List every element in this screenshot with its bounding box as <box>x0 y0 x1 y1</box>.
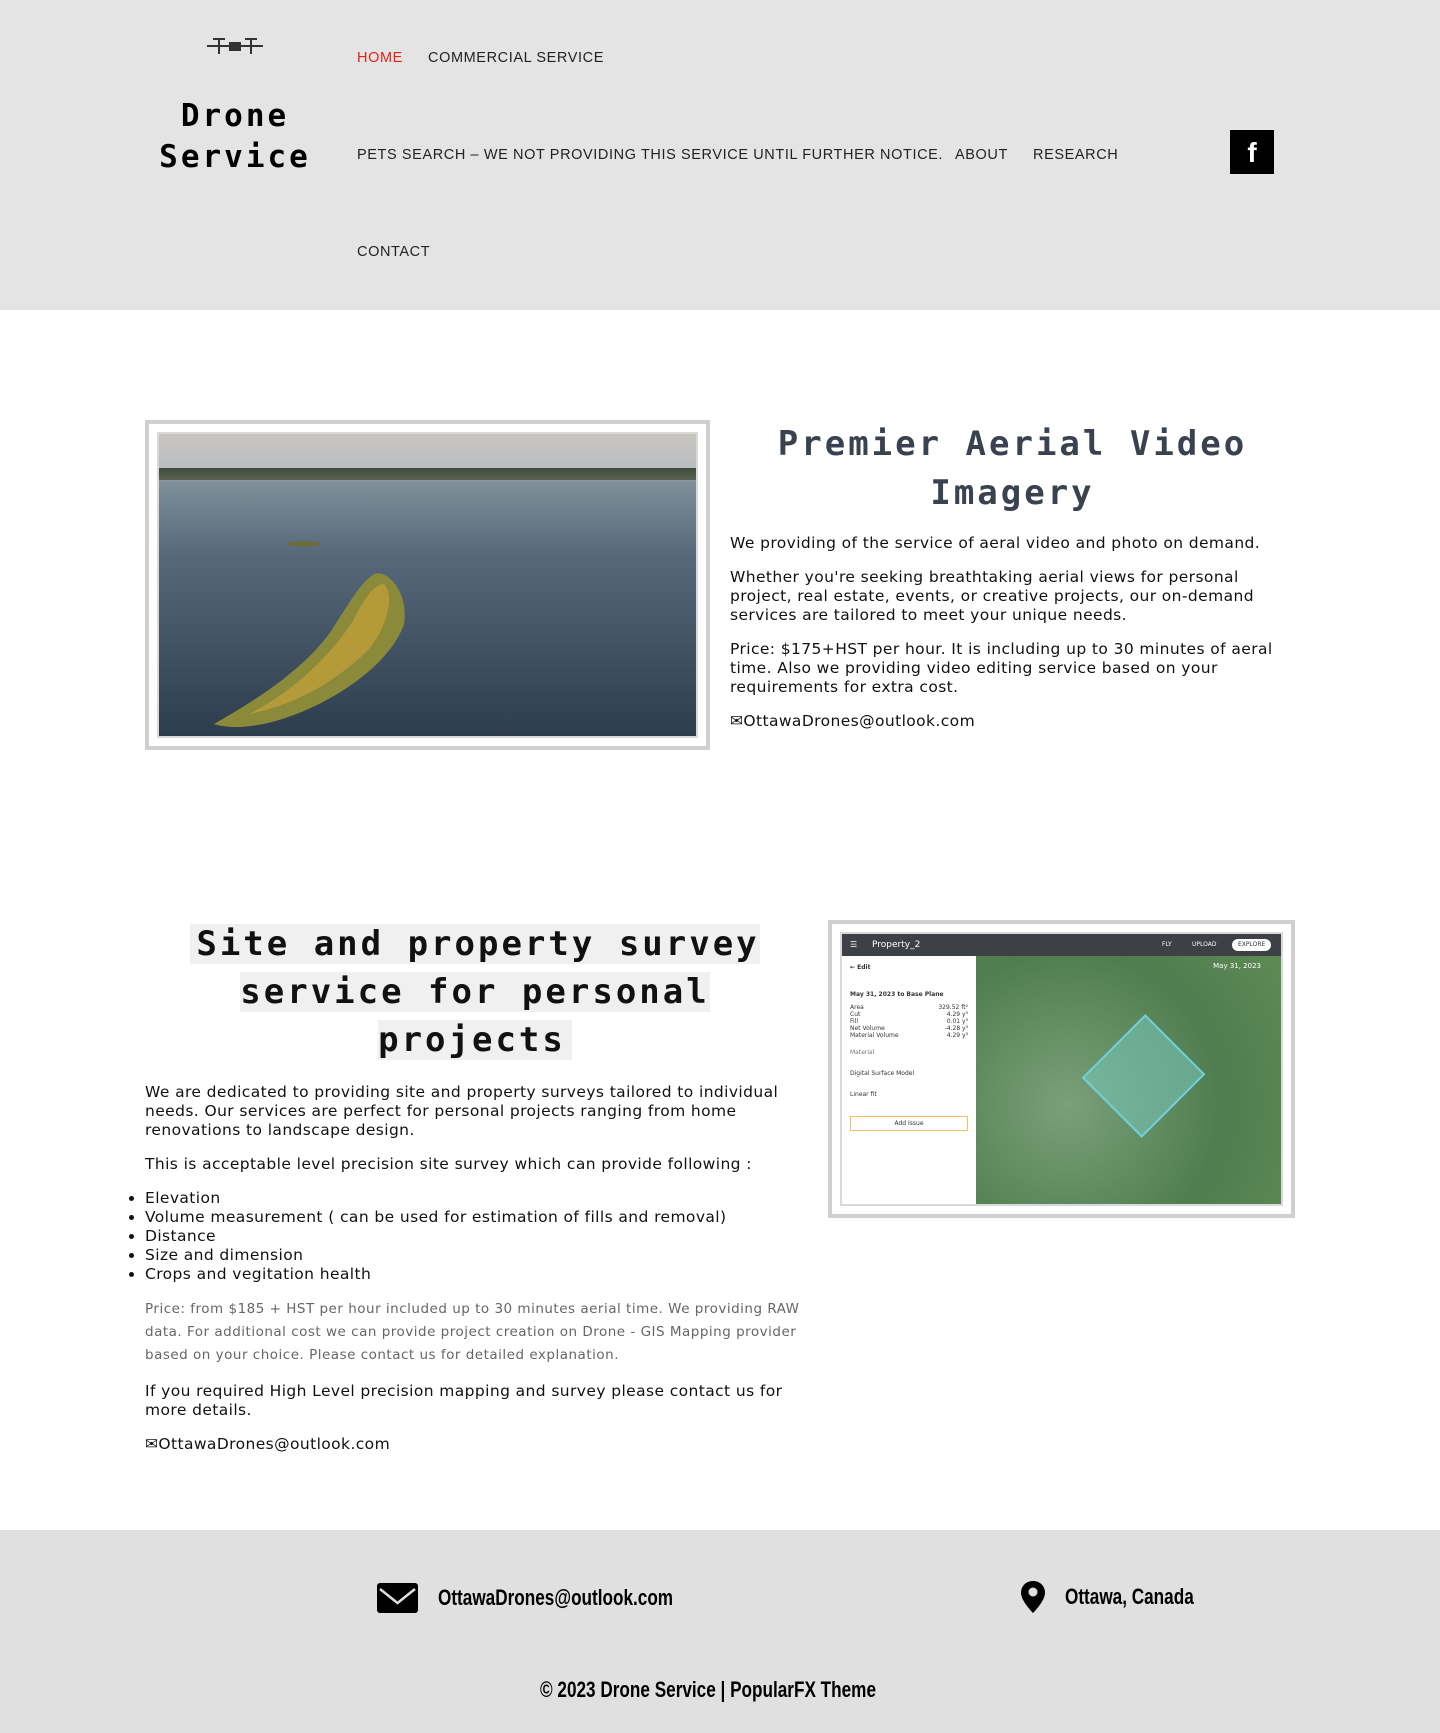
envelope-icon: ✉ <box>145 1435 159 1453</box>
base-plane-select: Linear fit <box>850 1091 877 1098</box>
section1-body <box>730 534 1275 746</box>
survey-price: Price: from $185 + HST per hour included up to 30 minutes aerial time. We providing RAW data. For additional cost we can provide project creation on Drone - GIS Mapping provider based on your choice. Please contact us for detailed explanation. <box>145 1301 800 1363</box>
contact-note: If you required High Level precision mapping and survey please contact us for more details. <box>145 1382 783 1419</box>
map-pin-icon <box>1021 1581 1045 1613</box>
map-area <box>976 956 1281 1204</box>
metric-value: 4.29 y³ <box>946 1011 968 1018</box>
metric-value: 329.52 ft² <box>938 1004 968 1011</box>
survey-polygon <box>1082 1014 1206 1138</box>
site-footer <box>0 1530 1440 1733</box>
footer-copyright: © 2023 Drone Service | PopularFX Theme <box>540 1677 876 1702</box>
tab-fly: FLY <box>1162 941 1172 948</box>
section2-paragraph: We are dedicated to providing site and property surveys tailored to individual needs. Our services are perfect for personal projects ranging from home renovations to landscape design. <box>145 1083 779 1139</box>
metric-label: Cut <box>850 1011 861 1018</box>
comparison-label: May 31, 2023 to Base Plane <box>850 991 944 998</box>
logo-line-2: Service <box>159 139 311 175</box>
nav-research[interactable]: RESEARCH <box>1033 147 1119 163</box>
section1-heading: Premier Aerial Video Imagery <box>777 424 1248 513</box>
list-item: • Distance <box>145 1227 810 1246</box>
map-date: May 31, 2023 <box>1213 962 1261 970</box>
list-item: • Elevation <box>145 1189 810 1208</box>
section2-heading-text: Site and property survey service for personal projects <box>190 924 759 1060</box>
nav-about[interactable]: ABOUT <box>955 147 1008 163</box>
metric-value: -4.28 y³ <box>944 1025 968 1032</box>
add-issue-button: Add Issue <box>850 1116 968 1131</box>
metric-label: Net Volume <box>850 1025 885 1032</box>
footer-email-link[interactable] <box>438 1585 739 1611</box>
nav-pets-search[interactable]: PETS SEARCH – WE NOT PROVIDING THIS SERVICE UNTIL FURTHER NOTICE. <box>357 147 944 163</box>
metric-label: Area <box>850 1004 864 1011</box>
section2-paragraph: This is acceptable level precision site survey which can provide following : <box>145 1155 752 1173</box>
envelope-icon <box>377 1583 418 1613</box>
section1-email-link[interactable]: OttawaDrones@outlook.com <box>743 712 976 730</box>
list-item: • Crops and vegitation health <box>145 1265 810 1284</box>
nav-home[interactable]: HOME <box>357 50 403 66</box>
app-topbar <box>842 934 1281 956</box>
list-item: • Size and dimension <box>145 1246 810 1265</box>
section1-paragraph: We providing of the service of aeral video and photo on demand. <box>730 534 1261 552</box>
menu-icon: ☰ <box>850 940 858 949</box>
footer-email: OttawaDrones@outlook.com <box>438 1585 674 1610</box>
logo-line-1: Drone <box>180 98 290 134</box>
island <box>159 434 698 738</box>
section2-heading <box>160 920 790 1064</box>
tab-explore: EXPLORE <box>1232 939 1271 951</box>
tab-upload: UPLOAD <box>1192 941 1217 948</box>
metric-value: 4.29 y³ <box>946 1032 968 1039</box>
section2-email-link[interactable]: OttawaDrones@outlook.com <box>158 1435 391 1453</box>
survey-software-screenshot <box>828 920 1295 1218</box>
footer-location: Ottawa, Canada <box>1065 1584 1194 1609</box>
facebook-icon[interactable]: f <box>1230 130 1274 174</box>
site-header <box>0 0 1440 310</box>
surface-select: Digital Surface Model <box>850 1070 915 1077</box>
edit-panel: ← Edit May 31, 2023 to Base Plane Area 329.52 ft² Cut 4.29 y³ Fill 0.01 y³ Net Volume -4.28 y³ Material Volume 4.29 y³ Material Digital Surface Model Linear fit Add Issue <box>842 956 976 1204</box>
site-logo[interactable] <box>140 96 330 178</box>
envelope-icon: ✉ <box>730 712 744 730</box>
aerial-lake-image <box>145 420 710 750</box>
material-select: Material <box>850 1049 875 1056</box>
survey-features-list <box>145 1189 810 1284</box>
metric-label: Material Volume <box>850 1032 899 1039</box>
nav-contact[interactable]: CONTACT <box>357 244 431 260</box>
project-name: Property_2 <box>872 940 921 950</box>
section1-paragraph: Price: $175+HST per hour. It is including up to 30 minutes of aeral time. Also we providing video editing service based on your requirements for extra cost. <box>730 640 1273 696</box>
section1-paragraph: Whether you're seeking breathtaking aerial views for personal project, real estate, events, or creative projects, our on-demand services are tailored to meet your unique needs. <box>730 568 1254 624</box>
drone-logo-icon <box>205 36 265 58</box>
nav-commercial-service[interactable]: COMMERCIAL SERVICE <box>428 50 604 66</box>
metric-label: Fill <box>850 1018 859 1025</box>
metric-value: 0.01 y³ <box>946 1018 968 1025</box>
list-item: • Volume measurement ( can be used for estimation of fills and removal) <box>145 1208 810 1227</box>
panel-title: Edit <box>857 964 871 971</box>
section2-body <box>145 1083 810 1469</box>
